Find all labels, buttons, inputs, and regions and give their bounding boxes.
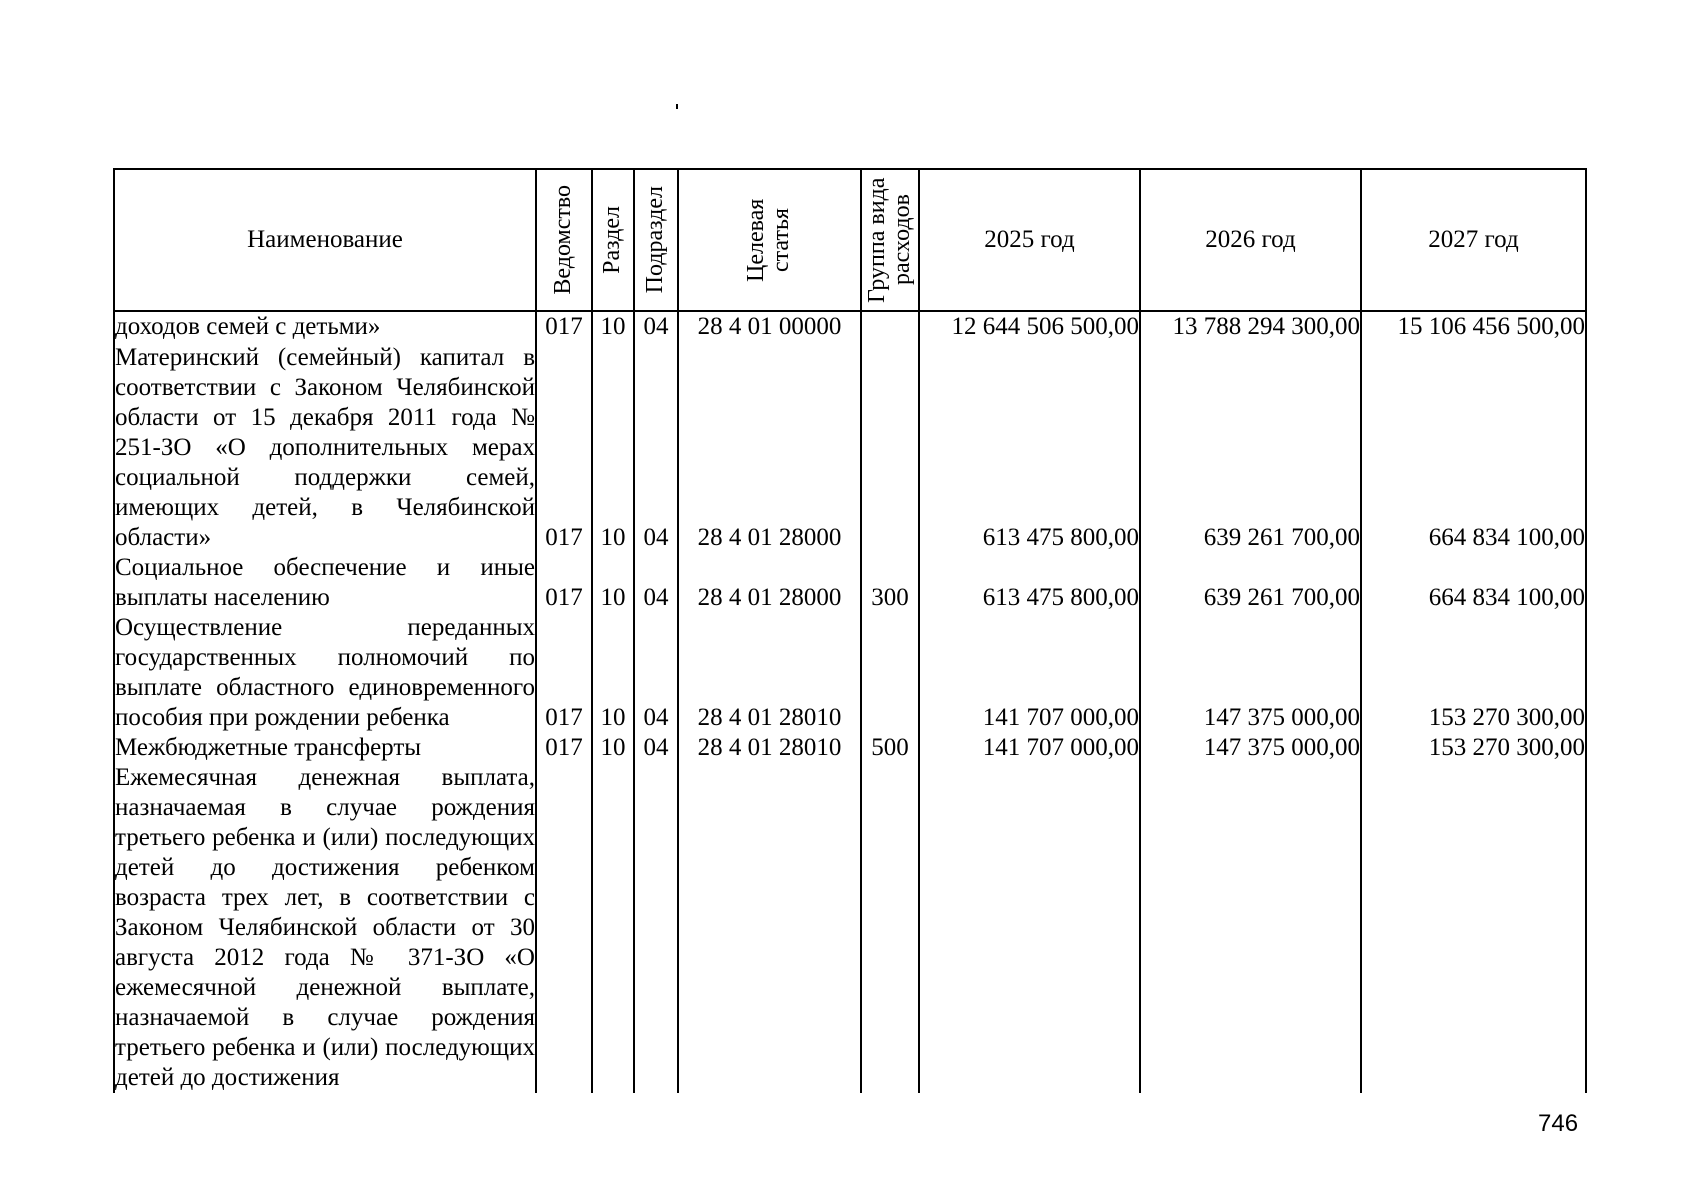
row-2026: 639 261 700,00	[1140, 343, 1361, 553]
row-2025	[919, 763, 1140, 1093]
header-expense-group	[861, 169, 919, 311]
row-department: 017	[536, 311, 592, 343]
row-expense-group	[861, 613, 919, 733]
header-expense-group-label: Группа вида расходов	[863, 177, 915, 303]
row-2027: 664 834 100,00	[1361, 343, 1586, 553]
row-2027: 664 834 100,00	[1361, 553, 1586, 613]
table-row	[114, 763, 1586, 1093]
row-2027: 153 270 300,00	[1361, 733, 1586, 763]
row-2026: 13 788 294 300,00	[1140, 311, 1361, 343]
row-name: Социальное обеспечение и иные выплаты населению	[115, 554, 535, 611]
header-2026: 2026 год	[1140, 169, 1361, 311]
row-2025: 613 475 800,00	[919, 343, 1140, 553]
row-expense-group	[861, 763, 919, 1093]
row-subsection: 04	[634, 553, 678, 613]
row-2026	[1140, 763, 1361, 1093]
row-2025: 141 707 000,00	[919, 613, 1140, 733]
row-section: 10	[592, 343, 634, 553]
table-row	[114, 311, 1586, 343]
row-expense-group	[861, 311, 919, 343]
header-target-article	[678, 169, 861, 311]
row-name: Осуществление переданных государственных полномочий по выплате областного единовременного пособия при рождении ребенка	[115, 614, 535, 731]
header-department-label: Ведомство	[550, 185, 577, 295]
row-2026: 639 261 700,00	[1140, 553, 1361, 613]
row-section: 10	[592, 553, 634, 613]
row-2025: 141 707 000,00	[919, 733, 1140, 763]
row-subsection: 04	[634, 311, 678, 343]
row-expense-group	[861, 343, 919, 553]
header-name: Наименование	[114, 169, 536, 311]
row-2026: 147 375 000,00	[1140, 613, 1361, 733]
row-target-article: 28 4 01 28000	[678, 343, 861, 553]
row-section: 10	[592, 613, 634, 733]
row-expense-group: 500	[861, 733, 919, 763]
row-department: 017	[536, 343, 592, 553]
row-target-article	[678, 763, 861, 1093]
row-subsection: 04	[634, 613, 678, 733]
row-department	[536, 763, 592, 1093]
row-target-article: 28 4 01 28000	[678, 553, 861, 613]
row-department: 017	[536, 553, 592, 613]
scan-mark	[676, 104, 678, 109]
table-body	[114, 311, 1586, 1093]
row-target-article: 28 4 01 28010	[678, 613, 861, 733]
row-name: Материнский (семейный) капитал в соответствии с Законом Челябинской области от 15 декабря 2011 года № 251-ЗО «О дополнительных мерах социальной поддержки семей, имеющих детей, в Челябинской области»	[115, 344, 535, 551]
row-expense-group: 300	[861, 553, 919, 613]
row-2025: 613 475 800,00	[919, 553, 1140, 613]
row-name: Ежемесячная денежная выплата, назначаемая в случае рождения третьего ребенка и (или) последующих детей до достижения ребенком возраста трех лет, в соответствии с Законом Челябинской области от 30 августа 2012 года № 371-ЗО «О ежемесячной денежной выплате, назначаемой в случае рождения третьего ребенка и (или) последующих детей до достижения	[115, 764, 535, 1091]
page-number: 746	[1538, 1110, 1579, 1137]
header-department	[536, 169, 592, 311]
row-name: Межбюджетные трансферты	[114, 733, 536, 763]
row-2027: 153 270 300,00	[1361, 613, 1586, 733]
header-2025: 2025 год	[919, 169, 1140, 311]
row-section: 10	[592, 311, 634, 343]
header-subsection-label: Подраздел	[642, 186, 669, 294]
row-department: 017	[536, 613, 592, 733]
row-department: 017	[536, 733, 592, 763]
budget-table	[113, 168, 1587, 1093]
table-row	[114, 733, 1586, 763]
row-2027: 15 106 456 500,00	[1361, 311, 1586, 343]
table-row	[114, 553, 1586, 613]
row-target-article: 28 4 01 28010	[678, 733, 861, 763]
header-target-article-label: Целевая статья	[743, 198, 795, 282]
row-subsection: 04	[634, 343, 678, 553]
row-subsection	[634, 763, 678, 1093]
header-section-label: Раздел	[599, 206, 626, 274]
header-section	[592, 169, 634, 311]
row-target-article: 28 4 01 00000	[678, 311, 861, 343]
table-row	[114, 613, 1586, 733]
row-name: доходов семей с детьми»	[114, 311, 536, 343]
table-row	[114, 343, 1586, 553]
row-section	[592, 763, 634, 1093]
header-2027: 2027 год	[1361, 169, 1586, 311]
row-2025: 12 644 506 500,00	[919, 311, 1140, 343]
row-2027	[1361, 763, 1586, 1093]
table-header	[114, 169, 1586, 311]
header-subsection	[634, 169, 678, 311]
row-subsection: 04	[634, 733, 678, 763]
row-2026: 147 375 000,00	[1140, 733, 1361, 763]
row-section: 10	[592, 733, 634, 763]
